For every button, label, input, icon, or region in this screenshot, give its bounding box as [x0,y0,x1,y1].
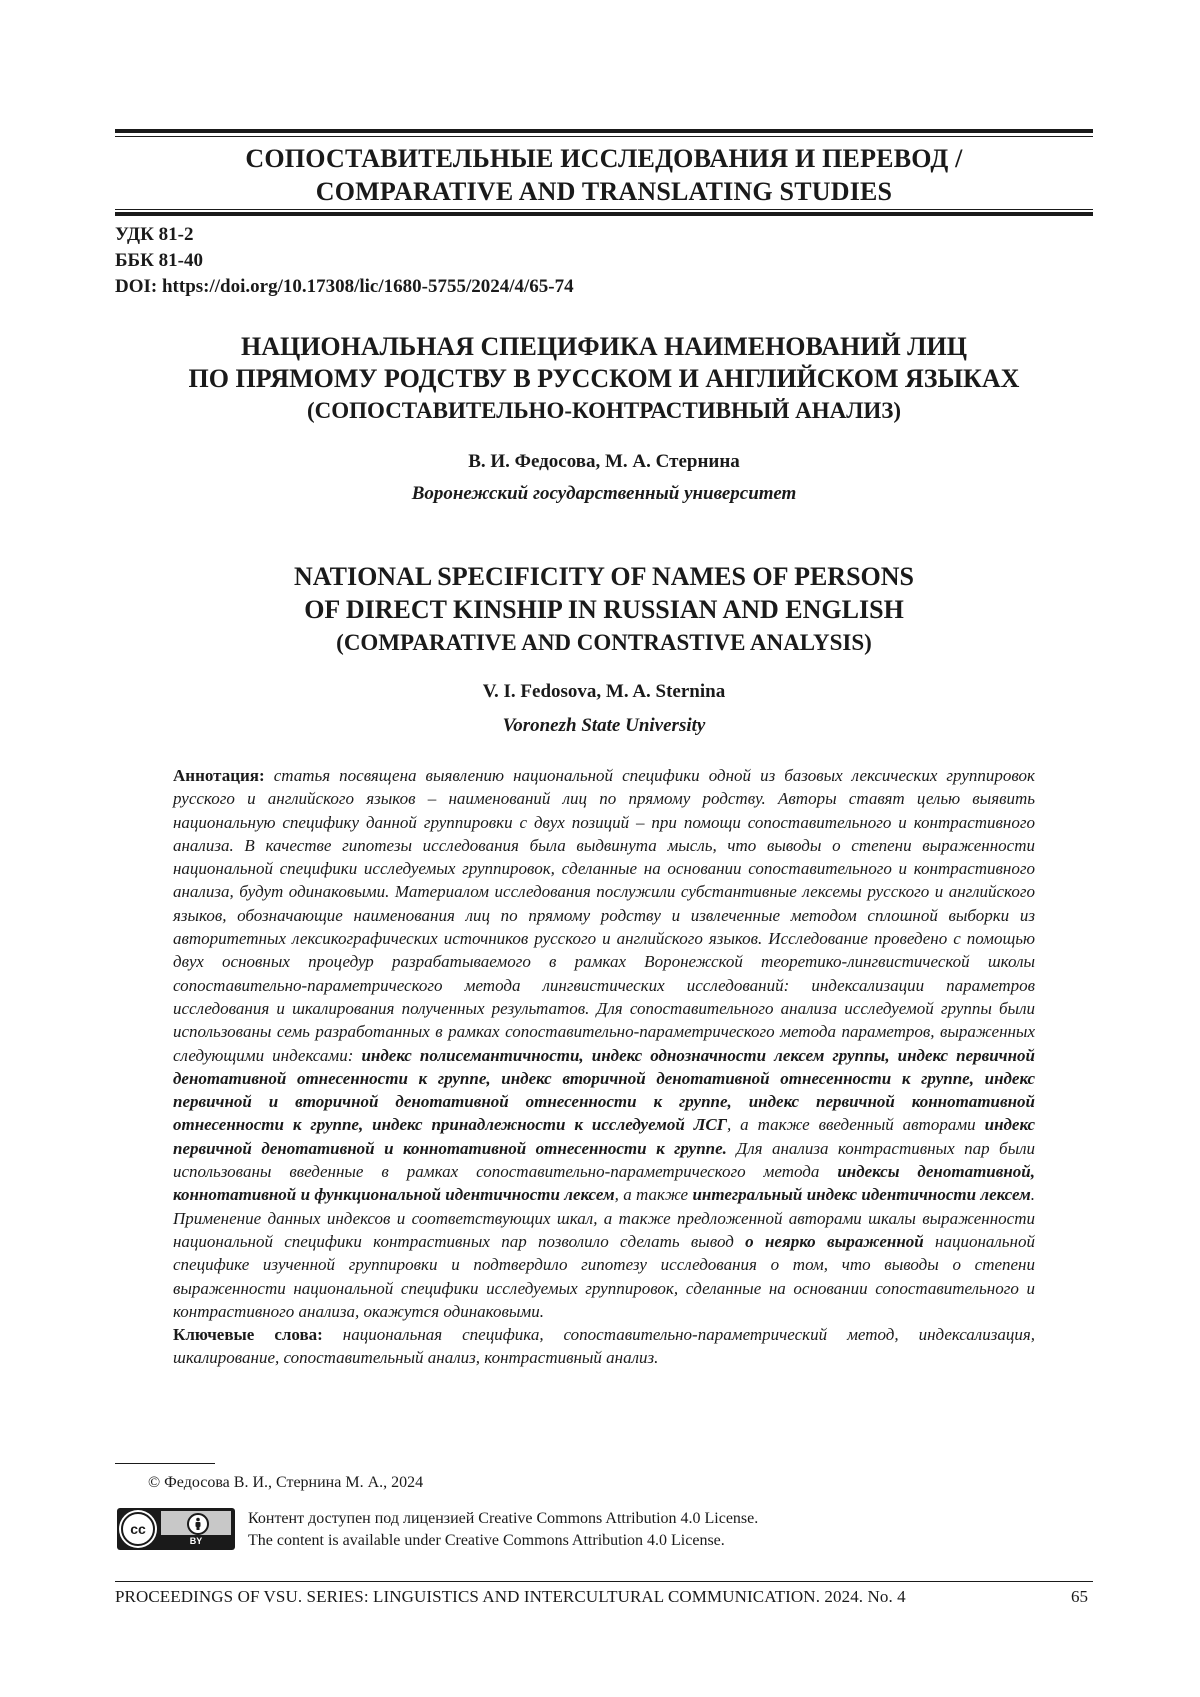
authors-ru: В. И. Федосова, М. А. Стернина [115,451,1093,473]
title-en [115,560,1093,659]
cc-icon: cc [121,1512,155,1546]
abstract-body [173,764,1035,1323]
abstract-text-1: статья посвящена выявлению национальной специфики одной из базовых лексических группировок русского и английского языков – наименований лиц по прямому родству. Авторы ставят целью выявить национальную специфику данной группировки с двух позиций – при помощи сопоставительного и контрастивного анализа. В качестве гипотезы исследования была выдвинута мысль, что выводы о степени выраженности национальной специфики исследуемых группировок, сделанные на основании сопоставительного и контрастивного анализа, будут одинаковыми. Материалом исследования послужили субстантивные лексемы русского и английского языков, обозначающие наименования лиц по прямому родству и извлеченные методом сплошной выборки из авторитетных лексикографических источников русского и английского языков. Исследование проведено с помощью двух основных процедур разрабатываемого в рамках Воронежской теоретико-лингвистической школы сопоставительно-параметрического метода лингвистических исследований: индексализации параметров исследования и шкалирования полученных результатов. Для сопоставительного анализа исследуемой группы были использованы семь разработанных в рамках сопоставительно-параметрического метода параметров, выраженных следующими индексами: [173,766,1035,1065]
bbk: ББК 81-40 [115,248,574,274]
by-label: BY [161,1535,231,1547]
cc-by-license-icon[interactable] [117,1508,235,1550]
abstract-text-6: национальной специфике изученной группировки и подтвердило гипотезу исследования о том, что выводы о степени выраженности национальной специфики исследуемых группировок, сделанные на основании сопоставительного и контрастивного анализа, окажутся одинаковыми. [173,1232,1035,1321]
license-ru: Контент доступен под лицензией Creative Commons Attribution 4.0 License. [248,1508,758,1530]
copyright: © Федосова В. И., Стернина М. А., 2024 [148,1474,423,1492]
affiliation-ru: Воронежский государственный университет [115,483,1093,505]
abstract-label: Аннотация: [173,766,265,785]
abstract-text-4: , а также [615,1185,693,1204]
abstract-bold-4: интегральный индекс идентичности лексем [692,1185,1030,1204]
abstract-text-3: Для анализа контрастивных пар были использованы введенные в рамках сопоставительно-параметрического метода [173,1139,1035,1181]
title-en-line2: OF DIRECT KINSHIP IN RUSSIAN AND ENGLISH [115,593,1093,626]
top-rule-thin [115,136,1093,137]
section-title-en: COMPARATIVE AND TRANSLATING STUDIES [115,175,1093,208]
title-ru-line2: ПО ПРЯМОМУ РОДСТВУ В РУССКОМ И АНГЛИЙСКОМ ЯЗЫКАХ [115,363,1093,395]
udk: УДК 81-2 [115,222,574,248]
abstract-text-2: , а также введенный авторами [727,1115,985,1134]
article-meta [115,222,574,300]
abstract [173,764,1035,1370]
section-rule-thick [115,212,1093,216]
license-en: The content is available under Creative Commons Attribution 4.0 License. [248,1530,758,1552]
abstract-bold-2: индекс первичной денотативной и коннотативной отнесенности к группе. [173,1115,1035,1157]
keywords-label: Ключевые слова: [173,1325,323,1344]
title-ru-line3: (СОПОСТАВИТЕЛЬНО-КОНТРАСТИВНЫЙ АНАЛИЗ) [115,395,1093,427]
person-icon-svg [189,1515,207,1533]
doi[interactable]: DOI: https://doi.org/10.17308/lic/1680-5755/2024/4/65-74 [115,274,574,300]
section-rule-thin [115,209,1093,210]
affiliation-en: Voronezh State University [115,715,1093,737]
authors-en: V. I. Fedosova, M. A. Sternina [115,681,1093,703]
person-icon [187,1513,209,1535]
section-title [115,142,1093,208]
keywords [173,1323,1035,1370]
footnote-rule [115,1463,215,1464]
abstract-text-5: . Применение данных индексов и соответствующих шкал, а также предложенной авторами шкалы выраженности национальной специфики контрастивных пар позволило сделать вывод [173,1185,1035,1251]
title-en-line3: (COMPARATIVE AND CONTRASTIVE ANALYSIS) [115,626,1093,659]
keywords-text: национальная специфика, сопоставительно-параметрический метод, индексализация, шкалирование, сопоставительный анализ, контрастивный анализ. [173,1325,1035,1367]
title-ru-line1: НАЦИОНАЛЬНАЯ СПЕЦИФИКА НАИМЕНОВАНИЙ ЛИЦ [115,331,1093,363]
footer-rule [115,1581,1093,1582]
abstract-bold-5: о неярко выраженной [745,1232,924,1251]
top-rule-thick [115,129,1093,133]
title-en-line1: NATIONAL SPECIFICITY OF NAMES OF PERSONS [115,560,1093,593]
page-number: 65 [1071,1587,1088,1607]
abstract-bold-3: индексы денотативной, коннотативной и функциональной идентичности лексем [173,1162,1035,1204]
license-text [248,1508,758,1552]
title-ru [115,331,1093,427]
journal-footer: PROCEEDINGS OF VSU. SERIES: LINGUISTICS AND INTERCULTURAL COMMUNICATION. 2024. No. 4 [115,1587,906,1607]
section-title-ru: СОПОСТАВИТЕЛЬНЫЕ ИССЛЕДОВАНИЯ И ПЕРЕВОД / [115,142,1093,175]
abstract-bold-1: индекс полисемантичности, индекс однозначности лексем группы, индекс первичной денотативной отнесенности к группе, индекс вторичной денотативной отнесенности к группе, индекс первичной и вторичной денотативной отнесенности к группе, индекс первичной коннотативной отнесенности к группе, индекс принадлежности к исследуемой ЛСГ [173,1046,1035,1135]
